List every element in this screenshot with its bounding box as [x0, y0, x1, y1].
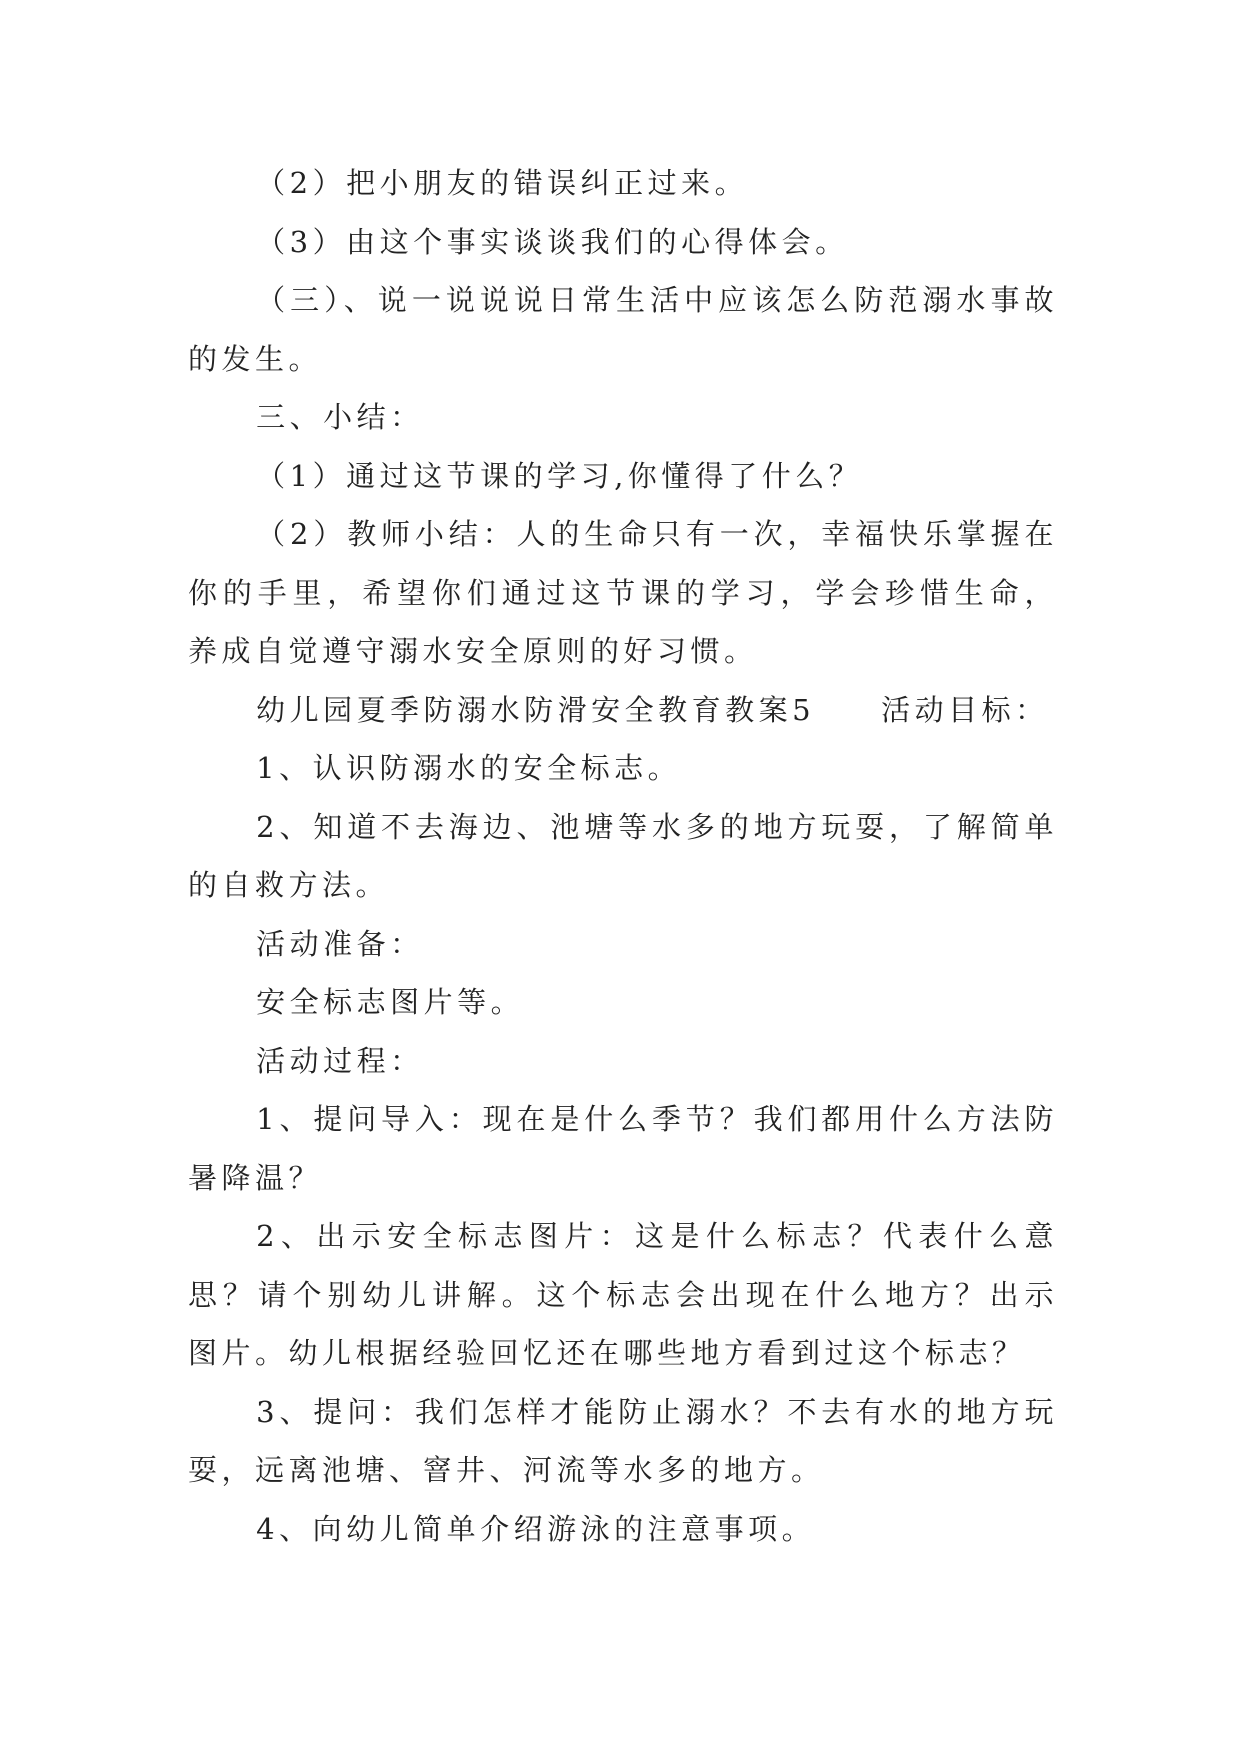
- section-heading: 活动过程：: [256, 1043, 424, 1078]
- lesson-title-line: [188, 681, 1058, 740]
- lesson-title: 幼儿园夏季防溺水防滑安全教育教案5: [256, 692, 816, 727]
- paragraph: 1、认识防溺水的安全标志。: [256, 751, 682, 785]
- paragraph: （3）由这个事实谈谈我们的心得体会。: [256, 224, 849, 259]
- paragraph: （2）把小朋友的错误纠正过来。: [256, 166, 749, 200]
- paragraph: 1、提问导入：现在是什么季节？我们都用什么方法防暑降温？: [188, 1102, 1058, 1195]
- section-heading: 三、小结：: [256, 400, 424, 434]
- document-page: [188, 154, 1058, 1558]
- paragraph: 2、出示安全标志图片：这是什么标志？代表什么意思？请个别幼儿讲解。这个标志会出现在什么地方？出示图片。幼儿根据经验回忆还在哪些地方看到过这个标志？: [188, 1219, 1058, 1370]
- activity-goal-heading: 活动目标：: [881, 692, 1049, 727]
- paragraph: 安全标志图片等。: [256, 985, 525, 1019]
- paragraph: （2）教师小结：人的生命只有一次，幸福快乐掌握在你的手里，希望你们通过这节课的学习，学会珍惜生命，养成自觉遵守溺水安全原则的好习惯。: [188, 517, 1058, 668]
- paragraph: 2、知道不去海边、池塘等水多的地方玩耍，了解简单的自救方法。: [188, 809, 1058, 902]
- paragraph: （1）通过这节课的学习,你懂得了什么？: [256, 458, 863, 493]
- paragraph: 4、向幼儿简单介绍游泳的注意事项。: [256, 1511, 816, 1546]
- section-heading: 活动准备：: [256, 926, 424, 961]
- paragraph: （三）、说一说说说日常生活中应该怎么防范溺水事故的发生。: [188, 283, 1058, 376]
- paragraph: 3、提问：我们怎样才能防止溺水？不去有水的地方玩耍，远离池塘、窨井、河流等水多的地方。: [188, 1394, 1058, 1487]
